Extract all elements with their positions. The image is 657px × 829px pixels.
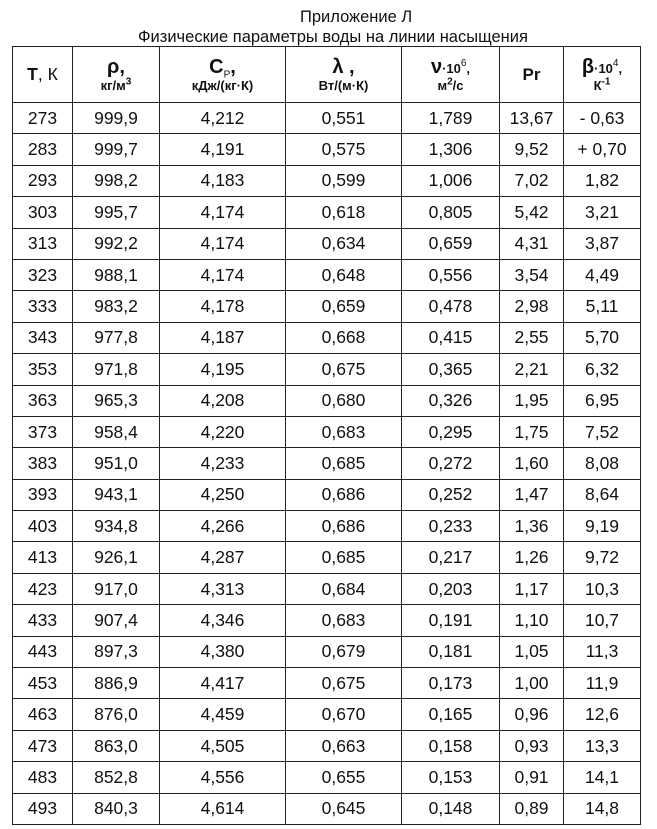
cell-heat-capacity: 4,380 <box>160 636 286 667</box>
table-row <box>13 259 641 290</box>
cell-temperature: 393 <box>13 479 73 510</box>
cell-density: 917,0 <box>73 573 160 604</box>
cell-heat-capacity: 4,174 <box>160 259 286 290</box>
table-row <box>13 699 641 730</box>
cell-expansion: 3,87 <box>564 228 641 259</box>
cell-conductivity: 0,685 <box>286 542 402 573</box>
cell-viscosity: 0,272 <box>402 448 500 479</box>
cell-heat-capacity: 4,505 <box>160 730 286 761</box>
cell-prandtl: 13,67 <box>500 103 564 134</box>
cell-expansion: 9,72 <box>564 542 641 573</box>
cell-viscosity: 0,173 <box>402 668 500 699</box>
cell-viscosity: 1,789 <box>402 103 500 134</box>
cell-conductivity: 0,551 <box>286 103 402 134</box>
cell-density: 897,3 <box>73 636 160 667</box>
cell-density: 951,0 <box>73 448 160 479</box>
cell-heat-capacity: 4,183 <box>160 165 286 196</box>
cell-prandtl: 0,93 <box>500 730 564 761</box>
col-header-prandtl <box>500 47 564 103</box>
cell-prandtl: 2,98 <box>500 291 564 322</box>
cell-density: 999,7 <box>73 134 160 165</box>
cell-conductivity: 0,599 <box>286 165 402 196</box>
viscosity-factor-exp: 6 <box>460 57 467 69</box>
cell-heat-capacity: 4,174 <box>160 197 286 228</box>
cell-density: 988,1 <box>73 259 160 290</box>
cell-viscosity: 0,148 <box>402 793 500 824</box>
cell-prandtl: 1,60 <box>500 448 564 479</box>
cell-density: 863,0 <box>73 730 160 761</box>
cell-prandtl: 1,05 <box>500 636 564 667</box>
cell-viscosity: 1,006 <box>402 165 500 196</box>
expansion-unit-exp: -1 <box>601 76 611 88</box>
col-header-viscosity: $\nu\cdot 10^6$, $м^2/с$ <box>402 47 500 103</box>
cell-viscosity: 0,153 <box>402 762 500 793</box>
cell-density: 971,8 <box>73 354 160 385</box>
density-symbol: ρ <box>107 55 120 78</box>
conductivity-symbol: λ <box>332 55 344 78</box>
cell-temperature: 463 <box>13 699 73 730</box>
cell-conductivity: 0,634 <box>286 228 402 259</box>
table-header-row <box>13 47 641 103</box>
table-row <box>13 730 641 761</box>
cell-conductivity: 0,685 <box>286 448 402 479</box>
cell-viscosity: 0,659 <box>402 228 500 259</box>
cell-expansion: 5,11 <box>564 291 641 322</box>
cell-viscosity: 0,233 <box>402 511 500 542</box>
cell-heat-capacity: 4,212 <box>160 103 286 134</box>
cell-conductivity: 0,648 <box>286 259 402 290</box>
cell-density: 995,7 <box>73 197 160 228</box>
cell-heat-capacity: 4,187 <box>160 322 286 353</box>
cell-viscosity: 0,805 <box>402 197 500 228</box>
cell-prandtl: 0,89 <box>500 793 564 824</box>
cell-expansion: 10,3 <box>564 573 641 604</box>
cell-viscosity: 0,217 <box>402 542 500 573</box>
cell-viscosity: 0,203 <box>402 573 500 604</box>
cell-expansion: 9,19 <box>564 511 641 542</box>
table-row <box>13 573 641 604</box>
cell-expansion: 3,21 <box>564 197 641 228</box>
table-row <box>13 448 641 479</box>
cell-density: 926,1 <box>73 542 160 573</box>
cell-viscosity: 0,158 <box>402 730 500 761</box>
cell-heat-capacity: 4,178 <box>160 291 286 322</box>
cell-expansion: 8,64 <box>564 479 641 510</box>
cell-conductivity: 0,645 <box>286 793 402 824</box>
cell-conductivity: 0,686 <box>286 511 402 542</box>
cell-heat-capacity: 4,208 <box>160 385 286 416</box>
cell-heat-capacity: 4,287 <box>160 542 286 573</box>
col-header-temperature: Т, К <box>13 47 73 103</box>
table-row <box>13 197 641 228</box>
col-header-density: ρ, $кг/м^3$ <box>73 47 160 103</box>
cell-expansion: 6,95 <box>564 385 641 416</box>
cell-viscosity: 0,415 <box>402 322 500 353</box>
cell-conductivity: 0,668 <box>286 322 402 353</box>
cell-conductivity: 0,686 <box>286 479 402 510</box>
cell-temperature: 363 <box>13 385 73 416</box>
cell-density: 998,2 <box>73 165 160 196</box>
cell-conductivity: 0,683 <box>286 605 402 636</box>
table-row <box>13 605 641 636</box>
cell-temperature: 433 <box>13 605 73 636</box>
cell-heat-capacity: 4,233 <box>160 448 286 479</box>
cell-temperature: 273 <box>13 103 73 134</box>
viscosity-factor: ·10 <box>442 60 461 76</box>
heat-capacity-symbol: C <box>209 55 224 78</box>
cell-heat-capacity: 4,614 <box>160 793 286 824</box>
cell-prandtl: 1,47 <box>500 479 564 510</box>
cell-prandtl: 2,21 <box>500 354 564 385</box>
cell-heat-capacity: 4,346 <box>160 605 286 636</box>
cell-heat-capacity: 4,195 <box>160 354 286 385</box>
cell-density: 977,8 <box>73 322 160 353</box>
cell-prandtl: 1,10 <box>500 605 564 636</box>
cell-heat-capacity: 4,174 <box>160 228 286 259</box>
cell-expansion: 1,82 <box>564 165 641 196</box>
cell-expansion: 4,49 <box>564 259 641 290</box>
cell-conductivity: 0,618 <box>286 197 402 228</box>
col-header-conductivity: λ , Вт/(м·К) <box>286 47 402 103</box>
temperature-symbol: Т <box>27 64 38 85</box>
cell-prandtl: 0,91 <box>500 762 564 793</box>
cell-conductivity: 0,575 <box>286 134 402 165</box>
cell-conductivity: 0,659 <box>286 291 402 322</box>
cell-temperature: 283 <box>13 134 73 165</box>
cell-prandtl: 2,55 <box>500 322 564 353</box>
viscosity-unit-exp: 2 <box>447 76 453 88</box>
table-row <box>13 134 641 165</box>
viscosity-unit: м <box>437 77 448 93</box>
cell-heat-capacity: 4,250 <box>160 479 286 510</box>
viscosity-unit-tail: /с <box>452 77 464 93</box>
cell-temperature: 403 <box>13 511 73 542</box>
cell-prandtl: 1,36 <box>500 511 564 542</box>
table-row <box>13 354 641 385</box>
cell-density: 934,8 <box>73 511 160 542</box>
cell-temperature: 353 <box>13 354 73 385</box>
table-row <box>13 511 641 542</box>
cell-temperature: 493 <box>13 793 73 824</box>
cell-viscosity: 0,252 <box>402 479 500 510</box>
heat-capacity-unit: кДж/(кг·К) <box>191 77 254 93</box>
cell-prandtl: 1,17 <box>500 573 564 604</box>
table-row <box>13 291 641 322</box>
cell-density: 943,1 <box>73 479 160 510</box>
cell-expansion: + 0,70 <box>564 134 641 165</box>
cell-density: 958,4 <box>73 416 160 447</box>
cell-conductivity: 0,679 <box>286 636 402 667</box>
expansion-unit: К <box>593 77 602 93</box>
table-row <box>13 762 641 793</box>
temperature-unit: К <box>47 64 58 85</box>
cell-expansion: 7,52 <box>564 416 641 447</box>
cell-expansion: 12,6 <box>564 699 641 730</box>
cell-viscosity: 1,306 <box>402 134 500 165</box>
table-row <box>13 668 641 699</box>
cell-conductivity: 0,684 <box>286 573 402 604</box>
expansion-symbol: β <box>581 55 595 78</box>
cell-temperature: 303 <box>13 197 73 228</box>
cell-prandtl: 1,00 <box>500 668 564 699</box>
cell-conductivity: 0,655 <box>286 762 402 793</box>
table-body <box>13 103 641 825</box>
cell-temperature: 473 <box>13 730 73 761</box>
cell-temperature: 383 <box>13 448 73 479</box>
cell-prandtl: 3,54 <box>500 259 564 290</box>
cell-expansion: - 0,63 <box>564 103 641 134</box>
cell-density: 965,3 <box>73 385 160 416</box>
cell-prandtl: 7,02 <box>500 165 564 196</box>
cell-temperature: 323 <box>13 259 73 290</box>
cell-conductivity: 0,663 <box>286 730 402 761</box>
cell-viscosity: 0,556 <box>402 259 500 290</box>
cell-prandtl: 1,26 <box>500 542 564 573</box>
table-row <box>13 103 641 134</box>
water-properties-table <box>12 46 641 825</box>
density-unit-exp: 3 <box>125 76 132 88</box>
cell-expansion: 13,3 <box>564 730 641 761</box>
table-row <box>13 636 641 667</box>
table-row <box>13 479 641 510</box>
cell-temperature: 453 <box>13 668 73 699</box>
cell-conductivity: 0,670 <box>286 699 402 730</box>
col-header-expansion: $\beta\cdot 10^4$, $К^{-1}$ <box>564 47 641 103</box>
cell-heat-capacity: 4,556 <box>160 762 286 793</box>
cell-prandtl: 1,75 <box>500 416 564 447</box>
cell-temperature: 293 <box>13 165 73 196</box>
cell-heat-capacity: 4,313 <box>160 573 286 604</box>
cell-expansion: 14,1 <box>564 762 641 793</box>
cell-heat-capacity: 4,459 <box>160 699 286 730</box>
cell-conductivity: 0,675 <box>286 668 402 699</box>
expansion-factor: ·10 <box>594 60 613 76</box>
cell-conductivity: 0,680 <box>286 385 402 416</box>
col-header-heat-capacity: $C_P$, кДж/(кг·К) <box>160 47 286 103</box>
cell-density: 852,8 <box>73 762 160 793</box>
cell-viscosity: 0,295 <box>402 416 500 447</box>
cell-heat-capacity: 4,266 <box>160 511 286 542</box>
cell-expansion: 6,32 <box>564 354 641 385</box>
cell-viscosity: 0,181 <box>402 636 500 667</box>
heat-capacity-subscript: P <box>223 69 231 81</box>
cell-expansion: 14,8 <box>564 793 641 824</box>
cell-heat-capacity: 4,191 <box>160 134 286 165</box>
cell-heat-capacity: 4,220 <box>160 416 286 447</box>
appendix-label: Приложение Л <box>300 8 413 26</box>
cell-prandtl: 5,42 <box>500 197 564 228</box>
cell-density: 907,4 <box>73 605 160 636</box>
cell-expansion: 10,7 <box>564 605 641 636</box>
cell-viscosity: 0,365 <box>402 354 500 385</box>
cell-prandtl: 1,95 <box>500 385 564 416</box>
cell-density: 886,9 <box>73 668 160 699</box>
cell-density: 840,3 <box>73 793 160 824</box>
cell-density: 992,2 <box>73 228 160 259</box>
conductivity-unit: Вт/(м·К) <box>318 77 369 93</box>
cell-temperature: 443 <box>13 636 73 667</box>
cell-conductivity: 0,683 <box>286 416 402 447</box>
cell-expansion: 11,3 <box>564 636 641 667</box>
cell-heat-capacity: 4,417 <box>160 668 286 699</box>
cell-viscosity: 0,165 <box>402 699 500 730</box>
table-row <box>13 228 641 259</box>
expansion-factor-exp: 4 <box>612 57 619 69</box>
cell-temperature: 333 <box>13 291 73 322</box>
table-row <box>13 322 641 353</box>
table-title: Физические параметры воды на линии насыщения <box>138 28 528 46</box>
cell-prandtl: 9,52 <box>500 134 564 165</box>
cell-density: 876,0 <box>73 699 160 730</box>
cell-viscosity: 0,478 <box>402 291 500 322</box>
cell-viscosity: 0,326 <box>402 385 500 416</box>
density-unit: кг/м <box>100 77 126 93</box>
cell-temperature: 483 <box>13 762 73 793</box>
cell-viscosity: 0,191 <box>402 605 500 636</box>
viscosity-symbol: ν <box>430 55 443 78</box>
cell-density: 983,2 <box>73 291 160 322</box>
prandtl-symbol: Pr <box>522 65 541 85</box>
cell-temperature: 423 <box>13 573 73 604</box>
cell-expansion: 5,70 <box>564 322 641 353</box>
table-row <box>13 542 641 573</box>
cell-prandtl: 0,96 <box>500 699 564 730</box>
cell-temperature: 313 <box>13 228 73 259</box>
table-row <box>13 793 641 824</box>
cell-temperature: 413 <box>13 542 73 573</box>
cell-prandtl: 4,31 <box>500 228 564 259</box>
cell-temperature: 373 <box>13 416 73 447</box>
cell-expansion: 11,9 <box>564 668 641 699</box>
cell-conductivity: 0,675 <box>286 354 402 385</box>
cell-density: 999,9 <box>73 103 160 134</box>
table-row <box>13 385 641 416</box>
table-row <box>13 165 641 196</box>
cell-temperature: 343 <box>13 322 73 353</box>
table-row <box>13 416 641 447</box>
cell-expansion: 8,08 <box>564 448 641 479</box>
